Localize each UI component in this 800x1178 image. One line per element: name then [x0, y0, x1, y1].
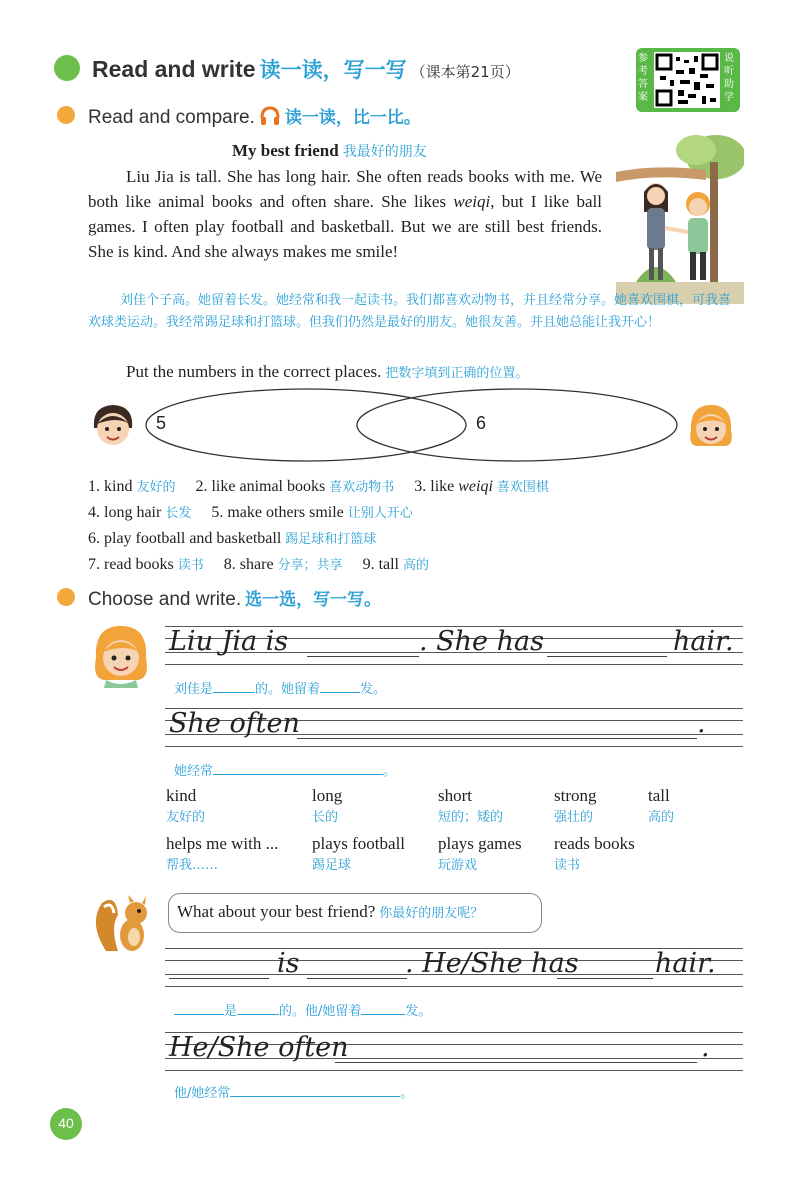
- answer-blank[interactable]: [547, 656, 667, 657]
- handwriting-line-4: [165, 1032, 743, 1070]
- sentence-middle: . She has: [419, 626, 544, 657]
- heading-english: Choose and write.: [88, 589, 242, 610]
- subsection-bullet-icon: [57, 106, 75, 124]
- line1-translation: 刘佳是 的。她留着 发。: [174, 682, 387, 697]
- venn-left-number: 5: [156, 413, 167, 433]
- choose-and-write-heading: [88, 585, 381, 611]
- story-chinese: 刘佳个子高。她留着长发。她经常和我一起读书。我们都喜欢动物书，并且经常分享。她喜欢围棋，可我喜欢球类运动。我经常踢足球和打篮球。但我们仍然是最好的朋友。她很友善。并且她总能让我开心！: [88, 293, 732, 330]
- word-bank: [166, 786, 726, 876]
- word-option: strong 强壮的: [554, 786, 597, 825]
- sentence-start: He/She often: [169, 1032, 349, 1063]
- line2-translation: 她经常 。: [174, 764, 397, 779]
- word-option: reads books 读书: [554, 834, 635, 873]
- bubble-english: What about your best friend?: [177, 902, 376, 921]
- sentence-middle: . He/She has: [405, 948, 579, 979]
- qr-code-icon: [654, 52, 720, 108]
- qr-right-label: 说听助学: [724, 53, 734, 103]
- title-english: Read and write: [92, 56, 256, 82]
- list-item: 1. kind 友好的: [88, 478, 176, 495]
- instruction-chinese: 把数字填到正确的位置。: [385, 366, 529, 381]
- girl-left-avatar: [88, 402, 138, 450]
- answer-blank[interactable]: [307, 656, 419, 657]
- sentence-is: is: [277, 948, 300, 979]
- answer-blank[interactable]: [335, 1062, 697, 1063]
- word-option: helps me with ... 帮我……: [166, 834, 279, 873]
- handwriting-line-3: [165, 948, 743, 986]
- qr-code-block[interactable]: [636, 48, 740, 112]
- story-title-english: My best friend: [232, 141, 339, 160]
- line3-translation: 是 的。他/她留着 发。: [174, 1000, 431, 1019]
- item-row: [88, 554, 748, 580]
- venn-right-number: 6: [476, 413, 487, 433]
- sentence-start: She often: [169, 708, 300, 739]
- list-item: 7. read books 读书: [88, 556, 204, 573]
- sentence-start: Liu Jia is: [169, 626, 289, 657]
- page-title: [92, 54, 520, 84]
- list-item: 2. like animal books 喜欢动物书: [195, 478, 395, 495]
- heading-english: Read and compare.: [88, 107, 255, 128]
- sentence-end: .: [697, 708, 706, 739]
- word-option: plays games 玩游戏: [438, 834, 522, 873]
- section-bullet-icon: [54, 55, 80, 81]
- story-english: Liu Jia is tall. She has long hair. She often reads books with me. We both like animal books and often share. She likes weiqi, but I like ball games. I often play football and basketball. But we are still best friends. She is kind. And she always makes me smile!: [88, 167, 603, 261]
- title-chinese: 读一读，写一写: [259, 58, 407, 82]
- item-row: [88, 476, 748, 502]
- sentence-end: .: [701, 1032, 710, 1063]
- word-option: tall 高的: [648, 786, 675, 825]
- heading-chinese: 读一读，比一比。: [284, 108, 421, 128]
- subsection-bullet-icon: [57, 588, 75, 606]
- list-item: 4. long hair 长发: [88, 504, 192, 521]
- sentence-end: hair.: [673, 626, 734, 657]
- answer-blank[interactable]: [307, 978, 407, 979]
- venn-diagram: [144, 386, 680, 464]
- heading-chinese: 选一选，写一写。: [245, 590, 382, 610]
- headphone-icon[interactable]: [259, 105, 281, 132]
- line4-translation: 他/她经常 。: [174, 1086, 414, 1101]
- word-option: long 长的: [312, 786, 343, 825]
- bubble-chinese: 你最好的朋友呢？: [379, 906, 484, 921]
- list-item: 5. make others smile 让别人开心: [211, 504, 413, 521]
- squirrel-icon: [92, 893, 156, 955]
- page-number-badge: [50, 1108, 82, 1140]
- liu-jia-avatar: [90, 622, 152, 688]
- list-item: 9. tall 高的: [362, 556, 430, 573]
- instruction-english: Put the numbers in the correct places.: [126, 362, 382, 381]
- page-number: 40: [58, 1115, 74, 1131]
- item-row: [88, 528, 748, 554]
- sentence-end: hair.: [655, 948, 716, 979]
- list-item: 8. share 分享；共享: [223, 556, 343, 573]
- item-row: [88, 502, 748, 528]
- venn-instruction: [126, 362, 528, 382]
- answer-blank[interactable]: [557, 978, 653, 979]
- word-option: kind 友好的: [166, 786, 206, 825]
- speech-bubble: [168, 893, 542, 933]
- answer-blank[interactable]: [297, 738, 697, 739]
- handwriting-line-1: [165, 626, 743, 664]
- handwriting-line-2: [165, 708, 743, 746]
- qr-left-label: 参考答案: [638, 53, 648, 103]
- friends-walking-illustration: [616, 132, 744, 304]
- word-option: plays football 踢足球: [312, 834, 406, 873]
- story-title: [232, 141, 427, 161]
- word-option: short 短的；矮的: [438, 786, 504, 825]
- page-reference: （课本第21页）: [410, 63, 520, 81]
- read-and-compare-heading: [88, 103, 421, 132]
- story-title-chinese: 我最好的朋友: [342, 144, 427, 160]
- answer-blank[interactable]: [169, 978, 269, 979]
- list-item: 6. play football and basketball 踢足球和打篮球: [88, 530, 377, 547]
- item-list: [88, 476, 748, 580]
- girl-right-avatar: [686, 402, 736, 450]
- list-item: 3. like weiqi 喜欢围棋: [414, 478, 549, 495]
